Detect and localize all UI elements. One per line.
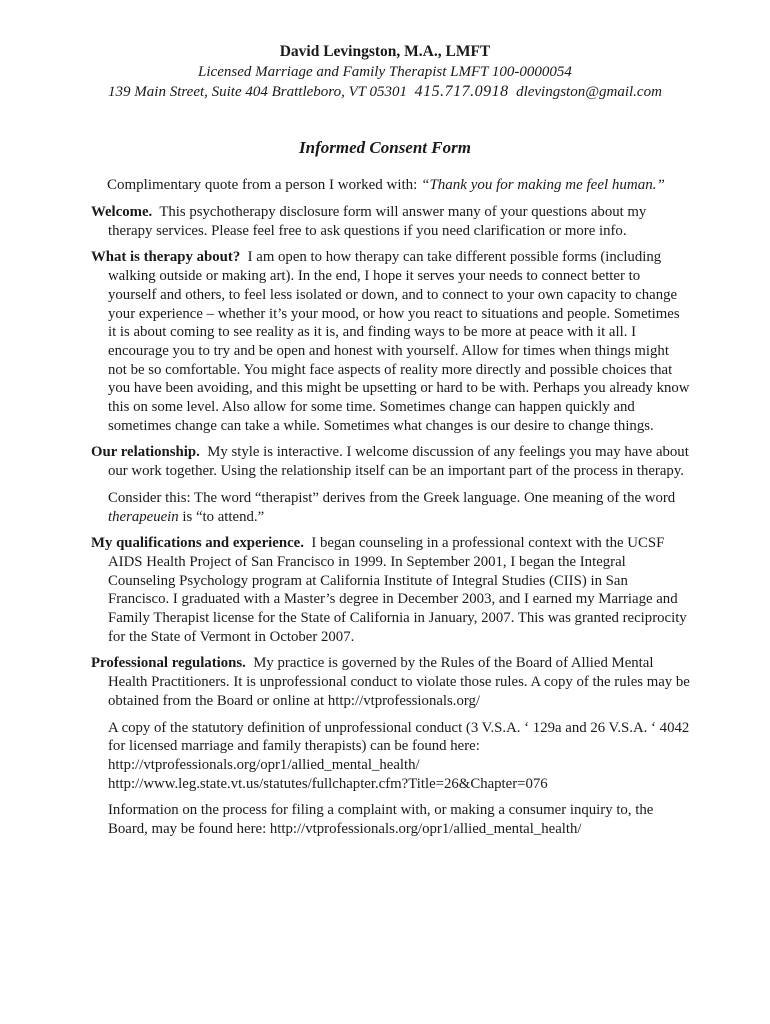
consider-post: is “to attend.” xyxy=(178,508,265,525)
section-welcome xyxy=(91,203,691,240)
page-title: Informed Consent Form xyxy=(299,138,471,157)
regulations-statutory xyxy=(91,719,691,775)
statutory-link: http://www.leg.state.vt.us/statutes/fullchapter.cfm?Title=26&Chapter=076 xyxy=(108,775,548,792)
regulations-complaint xyxy=(91,801,691,838)
quote-intro: Complimentary quote from a person I worked with: xyxy=(107,177,422,193)
relationship-label: Our relationship. xyxy=(91,444,200,461)
welcome-text: This psychotherapy disclosure form will answer many of your questions about my therapy services. Please feel free to ask questions if you need clarification or more info. xyxy=(108,204,647,239)
client-quote xyxy=(107,177,665,194)
email: dlevingston@gmail.com xyxy=(516,84,662,100)
statutory-text: A copy of the statutory definition of unprofessional conduct (3 V.S.A. ‘ 129a and 26 V.S.A. ‘ 4042 for licensed marriage and family therapists) can be found here: http://vtprofessionals.org/opr1/allied_mental_health/ xyxy=(108,719,690,773)
phone: 415.717.0918 xyxy=(414,83,509,100)
section-therapy xyxy=(91,248,691,435)
consider-pre: Consider this: The word “therapist” derives from the Greek language. One meaning of the word xyxy=(108,489,676,506)
regulations-text: My practice is governed by the Rules of the Board of Allied Mental Health Practitioners. It is unprofessional conduct to violate those rules. A copy of the rules may be obtained from the Board or online at http://vtprofessionals.org/ xyxy=(108,655,690,709)
regulations-label: Professional regulations. xyxy=(91,655,246,672)
section-relationship xyxy=(91,443,691,480)
welcome-label: Welcome. xyxy=(91,204,153,220)
therapy-label: What is therapy about? xyxy=(91,249,241,266)
quote-text: “Thank you for making me feel human.” xyxy=(421,177,665,193)
therapy-text: I am open to how therapy can take different possible forms (including walking outside or making art). In the end, I hope it serves your needs to connect better to yourself and others, to feel less isolated or down, and to connect to your own capacity to change your experience – whether it’s your mood, or how you react to situations and people. Sometimes it is about coming to see reality as it is, and finding ways to be more at peace with it all. I encourage you to try and be open and honest with yourself. Allow for times when things might not be so comfortable. You might face aspects of reality more directly and possible choices that you have been avoiding, and this might be upsetting or hard to be with. Perhaps you already know this on some level. Also allow for some time. Sometimes change can happen quickly and sometimes change can take a while. Sometimes what changes is our desire to change things. xyxy=(108,249,690,434)
section-qualifications xyxy=(91,534,691,646)
qualifications-text: I began counseling in a professional context with the UCSF AIDS Health Project of San Francisco in 1999. In September 2001, I began the Integral Counseling Psychology program at California Institute of Integral Studies (CIIS) in San Francisco. I graduated with a Master’s degree in December 2003, and I earned my Marriage and Family Therapist license for the State of California in January, 2007. This was granted reciprocity for the State of Vermont in October 2007. xyxy=(108,535,687,645)
document-body xyxy=(91,203,691,847)
complaint-text: Information on the process for filing a complaint with, or making a consumer inquiry to, the Board, may be found here: http://vtprofessionals.org/opr1/allied_mental_health/ xyxy=(108,802,654,838)
address: 139 Main Street, Suite 404 Brattleboro, VT 05301 xyxy=(108,84,408,100)
contact-line xyxy=(0,83,770,101)
therapist-name: David Levingston, M.A., LMFT xyxy=(279,43,491,60)
relationship-text: My style is interactive. I welcome discussion of any feelings you may have about our work together. Using the relationship itself can be an important part of the process in therapy. xyxy=(108,444,689,480)
section-regulations xyxy=(91,654,691,710)
relationship-consider xyxy=(91,489,691,526)
credentials-line: Licensed Marriage and Family Therapist LMFT 100-0000054 xyxy=(198,64,572,80)
consider-word: therapeuein xyxy=(108,508,179,525)
regulations-statutory-link xyxy=(91,775,691,794)
qualifications-label: My qualifications and experience. xyxy=(91,535,304,552)
